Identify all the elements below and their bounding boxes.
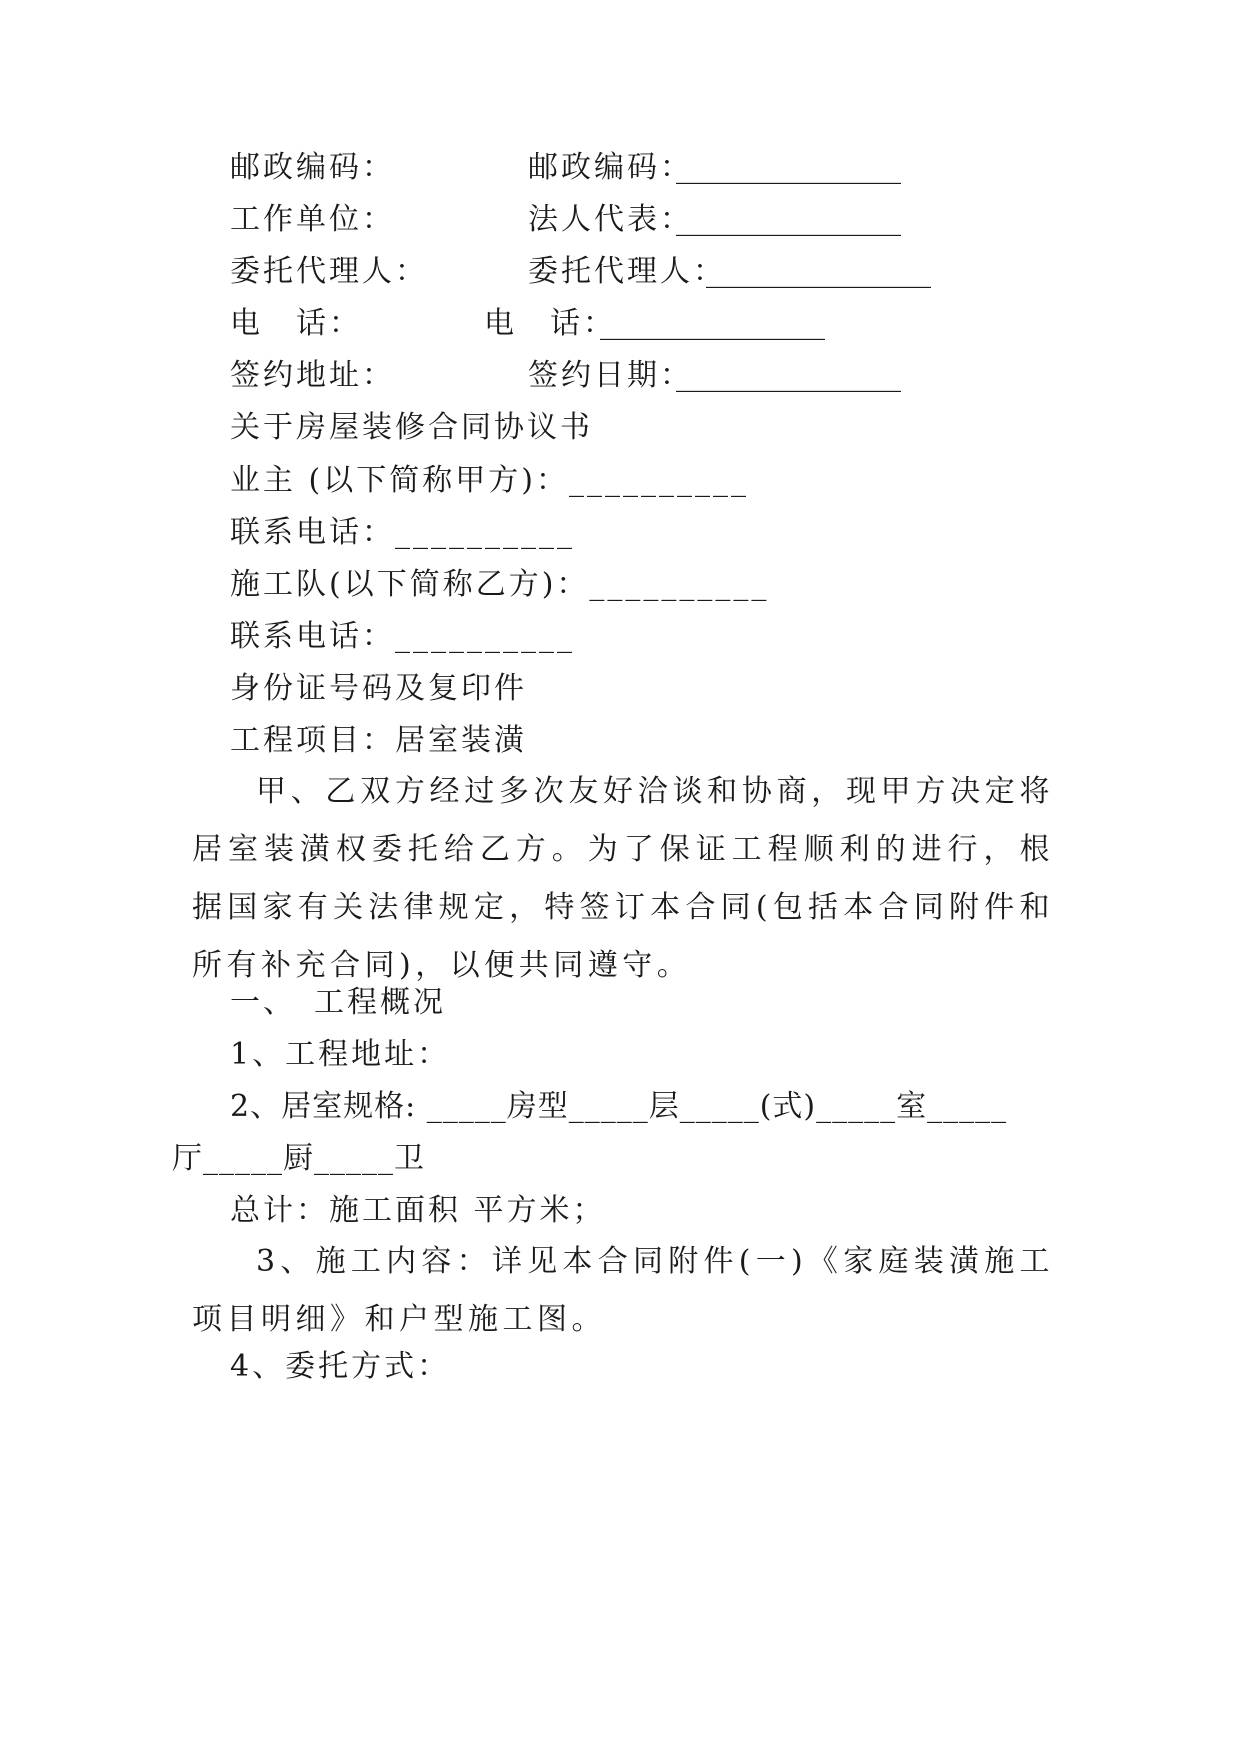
intro-paragraph: 甲、乙双方经过多次友好洽谈和协商，现甲方决定将居室装潢权委托给乙方。为了保证工程顺利的进行，根据国家有关法律规定，特签订本合同(包括本合同附件和所有补充合同)，以便共同遵守。 xyxy=(192,774,1054,983)
header-left-label: 邮政编码： xyxy=(230,150,395,185)
header-right-label: 签约日期： xyxy=(528,358,693,393)
contractor-phone-line: 联系电话：__________ xyxy=(230,619,575,654)
item-1-address: 1、工程地址： xyxy=(230,1037,451,1072)
item-2-spec-line-2: 厅_____厨_____卫 xyxy=(172,1141,425,1176)
header-left-label: 签约地址： xyxy=(230,358,395,393)
header-right-label: 邮政编码： xyxy=(528,150,693,185)
header-left-label: 委托代理人： xyxy=(230,254,428,289)
id-card-line: 身份证号码及复印件 xyxy=(230,671,527,706)
owner-phone-line: 联系电话：__________ xyxy=(230,515,575,550)
header-right-label: 委托代理人： xyxy=(528,254,726,289)
item-3-paragraph: 3、施工内容：详见本合同附件(一)《家庭装潢施工项目明细》和户型施工图。 xyxy=(192,1244,1054,1337)
header-left-label: 工作单位： xyxy=(230,202,395,237)
item-4-line: 4、委托方式： xyxy=(230,1349,451,1384)
owner-line: 业主 (以下简称甲方)：__________ xyxy=(230,463,749,498)
header-right-blank: _______________ xyxy=(676,358,901,393)
header-right-blank: _______________ xyxy=(676,202,901,237)
header-right-blank: _______________ xyxy=(706,254,931,289)
project-item-line: 工程项目：居室装潢 xyxy=(230,723,527,758)
header-left-label: 电 话： xyxy=(230,306,362,341)
item-2-spec-line-1: 2、居室规格: _____房型_____层_____(式)_____室_____ xyxy=(230,1089,1008,1124)
header-right-blank: _______________ xyxy=(676,150,901,185)
header-right-blank: _______________ xyxy=(600,306,825,341)
document-title: 关于房屋装修合同协议书 xyxy=(230,410,593,445)
header-right-label: 电 话： xyxy=(484,306,616,341)
header-right-label: 法人代表： xyxy=(528,202,693,237)
contractor-line: 施工队(以下简称乙方)：__________ xyxy=(230,567,770,602)
section-1-title: 一、 工程概况 xyxy=(230,985,446,1020)
total-area-line: 总计：施工面积 平方米； xyxy=(230,1193,606,1228)
